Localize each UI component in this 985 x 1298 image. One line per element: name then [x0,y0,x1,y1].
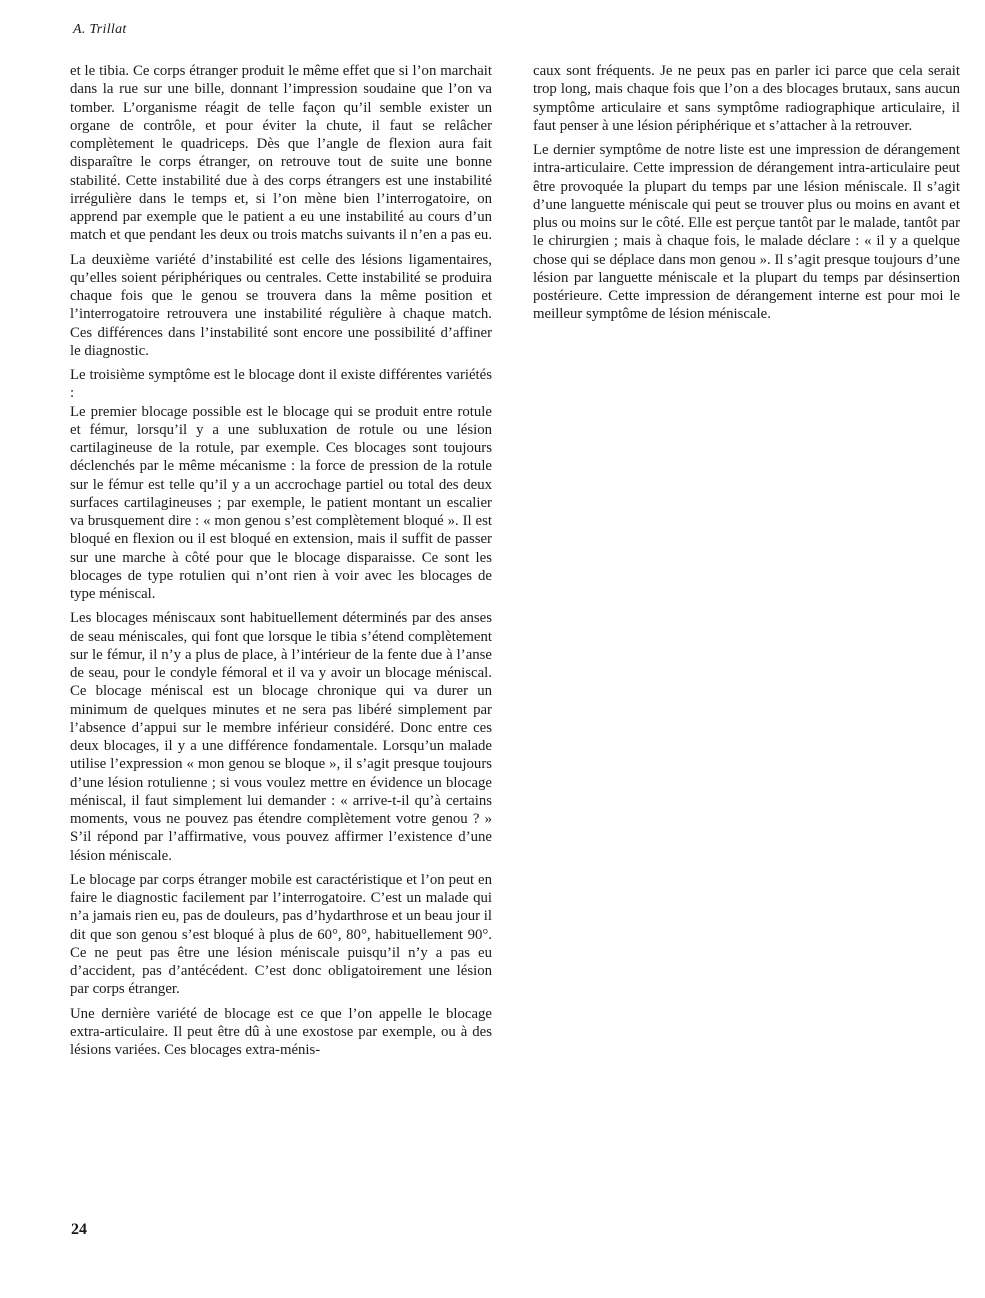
paragraph: Le dernier symptôme de notre liste est une impression de dérangement intra-articulaire. Cette impression de dérangement intra-articulaire peut être provoquée la plupart du temps par une lésion méniscale. Il s’agit d’une languette méniscale qui peut se trouver plus ou moins en avant et plus ou moins sur le côté. Elle est perçue tantôt par le malade, tantôt par le chirurgien ; mais à chaque fois, le malade déclare : « il y a quelque chose qui se déplace dans mon genou ». Il s’agit presque toujours d’une lésion par languette méniscale et la plupart du temps par désinsertion postérieure. Cette impression de dérangement interne est pour moi le meilleur symptôme de lésion méniscale. [533,142,960,323]
paragraph: Le blocage par corps étranger mobile est caractéristique et l’on peut en faire le diagnostic facilement par l’interrogatoire. C’est un malade qui n’a jamais rien eu, pas de douleurs, pas d’hydarthrose et un beau jour il dit que son genou s’est bloqué à plus de 60°, 80°, habituellement 90°. Ce ne peut pas être une lésion méniscale puisqu’il n’y a pas eu d’accident, pas d’antécédent. C’est donc obligatoirement une lésion par corps étranger. [70,871,492,998]
paragraph: caux sont fréquents. Je ne peux pas en parler ici parce que cela serait trop long, mais chaque fois que l’on a des blocages brutaux, sans aucun symptôme articulaire et sans symptôme radiographique articulaire, il faut penser à une lésion périphérique et s’attacher à la retrouver. [533,63,960,134]
page-number: 24 [71,1221,87,1238]
left-column [70,62,492,1065]
paragraph: Une dernière variété de blocage est ce que l’on appelle le blocage extra-articulaire. Il peut être dû à une exostose par exemple, ou à des lésions variées. Ces blocages extra-ménis- [70,1005,492,1058]
paragraph: et le tibia. Ce corps étranger produit le même effet que si l’on marchait dans la rue sur une bille, donnant l’impression soudaine que l’on va tomber. L’organisme réagit de telle façon qu’il semble exister un organe de contrôle, et pour éviter la chute, il faut se relâcher complètement le quadriceps. Dès que l’angle de flexion aura fait disparaître le corps étranger, on retrouve tout de suite une bonne stabilité. Cette instabilité due à des corps étrangers est une instabilité irrégulière dans le temps et, si l’on mène bien l’interrogatoire, on apprend par exemple que le patient a eu une instabilité au cours d’un match et que pendant les deux ou trois matchs suivants il n’en a pas eu. [70,63,493,244]
paragraph: Le premier blocage possible est le blocage qui se produit entre rotule et fémur, lorsqu’il y a une subluxation de rotule ou une lésion cartilagineuse de la rotule, par exemple. Ces blocages sont toujours déclenchés par le même mécanisme : la force de pression de la rotule sur le fémur est telle qu’il y a un accrochage partiel ou total des deux surfaces cartilagineuses ; par exemple, le patient montant un escalier va brusquement dire : « mon genou s’est complètement bloqué ». Il est bloqué en flexion ou il est bloqué en extension, mais il suffit de passer sur une marche à côté pour que le blocage disparaisse. Ce sont les blocages de type rotulien qui n’ont rien à voir avec les blocages de type méniscal. [70,403,492,602]
paragraph: Le troisième symptôme est le blocage dont il existe différentes variétés : [70,367,492,402]
running-head-author: A. Trillat [73,22,127,37]
right-column [533,62,960,330]
paragraph: Les blocages méniscaux sont habituellement déterminés par des anses de seau méniscales, qui font que lorsque le tibia s’étend complètement sur le fémur, il n’y a plus de place, à l’intérieur de la fente due à l’anse de seau, pour le condyle fémoral et il va y avoir un blocage méniscal. Ce blocage méniscal est un blocage chronique qui va durer un minimum de quelques minutes et ne sera pas libéré simplement par l’absence d’appui sur le membre inférieur considéré. Donc entre ces deux blocages, il y a une différence fondamentale. Lorsqu’un malade utilise l’expression « mon genou se bloque », il s’agit presque toujours d’une lésion rotulienne ; si vous voulez mettre en évidence un blocage méniscal, il faut simplement lui demander : « arrive-t-il qu’à certains moments, vous ne pouvez pas étendre complètement votre genou ? » S’il répond par l’affirmative, vous pouvez affirmer l’existence d’une lésion méniscale. [70,610,492,864]
paragraph: La deuxième variété d’instabilité est celle des lésions ligamentaires, qu’elles soient périphériques ou centrales. Cette instabilité se produira chaque fois que le genou se trouvera dans la même position et l’interrogatoire retrouvera une instabilité régulière à chaque match. Ces différences dans l’instabilité sont encore une possibilité d’affiner le diagnostic. [70,251,492,359]
